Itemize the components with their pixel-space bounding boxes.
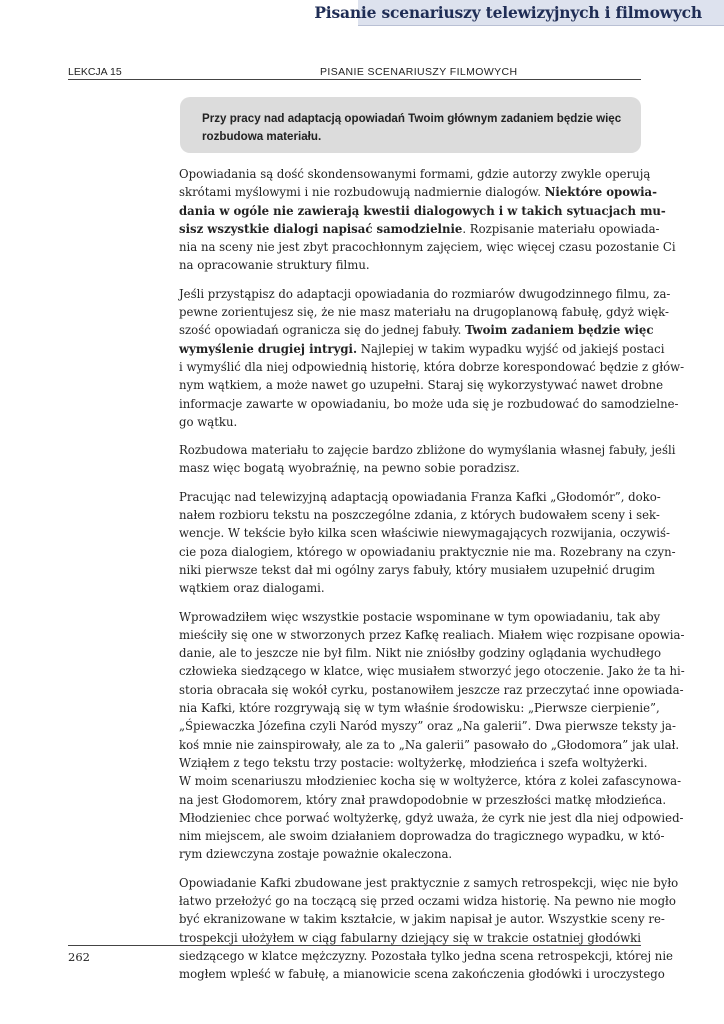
text-run: człowieka siedzącego w klatce, więc musiałem stworzyć jego otoczenie. Jako że ta hi- xyxy=(179,664,685,679)
text-line xyxy=(179,827,665,845)
text-line xyxy=(179,376,663,394)
text-run: nim miejscem, ale swoim działaniem doprowadza do tragicznego wypadku, w któ- xyxy=(179,829,665,844)
text-line xyxy=(179,321,654,339)
text-run: informacje zawarte w opowiadaniu, bo może uda się je rozbudować do samodzielne- xyxy=(179,396,679,411)
text-line xyxy=(179,736,680,754)
text-run: być ekranizowane w takim kształcie, w jakim napisał je autor. Wszystkie sceny re- xyxy=(179,912,665,927)
text-run: storia obracała się wokół cyrku, postanowiłem jeszcze raz przeczytać inne opowiada- xyxy=(179,682,684,697)
text-line xyxy=(179,165,651,183)
text-run: trospekcji ułożyłem w ciąg fabularny dziejący się w trakcie ostatniej głodówki xyxy=(179,930,641,945)
text-line xyxy=(179,506,660,524)
paragraph xyxy=(179,165,676,275)
text-line xyxy=(179,845,641,863)
text-line xyxy=(179,238,676,256)
text-run: siedzącego w klatce mężczyzny. Pozostała tylko jedna scena retrospekcji, której nie xyxy=(179,948,673,963)
text-line xyxy=(179,202,666,220)
text-run: Rozbudowa materiału to zajęcie bardzo zbliżone do wymyślania własnej fabuły, jeśli xyxy=(179,443,676,458)
paragraph xyxy=(179,608,685,864)
section-label: PISANIE SCENARIUSZY FILMOWYCH xyxy=(320,66,518,78)
text-run: „Śpiewaczka Józefina czyli Naród myszy” oraz „Na galerii”. Dwa pierwsze teksty ja- xyxy=(179,719,676,734)
text-run: masz więc bogatą wyobraźnię, na pewno sobie poradzisz. xyxy=(179,461,520,476)
text-run: na opracowanie struktury filmu. xyxy=(179,258,370,273)
text-run: nałem rozbioru tekstu na poszczególne zdania, z których budowałem sceny i sek- xyxy=(179,508,660,523)
text-line xyxy=(179,285,671,303)
text-run: Wziąłem z tego tekstu trzy postacie: woltyżerkę, młodzieńca i szefa woltyżerki. xyxy=(179,755,648,770)
text-run: łatwo przełożyć go na toczącą się przed oczami widza historię. Na pewno nie mogło xyxy=(179,893,676,908)
text-run: mogłem wpleść w fabułę, a mianowicie scena zakończenia głodówki i uroczystego xyxy=(179,967,665,982)
text-run: wencje. W tekście było kilka scen właściwie niewymagających rozwijania, oczywiś- xyxy=(179,526,670,541)
text-run: cie poza dialogiem, którego w opowiadaniu praktycznie nie ma. Rozebrany na czyn- xyxy=(179,544,676,559)
lesson-label: LEKCJA 15 xyxy=(68,66,122,78)
book-title: Pisanie scenariuszy telewizyjnych i filmowych xyxy=(314,3,702,22)
text-line xyxy=(179,358,685,376)
text-line xyxy=(179,183,657,201)
text-run: pewne zorientujesz się, że nie masz materiału na drugoplanową fabułę, gdyż więk- xyxy=(179,305,669,320)
text-run: Jeśli przystąpisz do adaptacji opowiadania do rozmiarów dwugodzinnego filmu, za- xyxy=(179,286,671,301)
paragraph-gap xyxy=(179,598,641,608)
bold-text: dania w ogóle nie zawierają kwestii dialogowych i w takich sytuacjach mu- xyxy=(179,203,666,218)
text-line xyxy=(179,791,667,809)
text-run: skrótami myślowymi i nie rozbudowują nadmiernie dialogów. xyxy=(179,185,545,200)
text-line xyxy=(179,754,648,772)
text-line xyxy=(179,413,641,431)
text-line xyxy=(179,910,665,928)
paragraph-gap xyxy=(179,478,641,488)
bold-text: wymyślenie drugiej intrygi. xyxy=(179,341,358,356)
body-text xyxy=(179,165,685,983)
text-line xyxy=(179,644,662,662)
text-run: danie, ale to jeszcze nie był film. Nikt nie zniósłby godziny oglądania wychudłego xyxy=(179,646,662,661)
text-line xyxy=(179,561,656,579)
text-line xyxy=(179,488,661,506)
text-run: go wątku. xyxy=(179,414,238,429)
text-line xyxy=(179,626,685,644)
paragraph-gap xyxy=(179,864,641,874)
paragraph xyxy=(179,874,679,984)
text-run: mieściły się one w stworzonych przez Kafkę realiach. Miałem więc rozpisane opowia- xyxy=(179,627,685,642)
text-run: koś mnie nie zainspirowały, ale za to „Na galerii” pasowało do „Głodomora” jak ulał. xyxy=(179,737,680,752)
text-run: nia na sceny nie jest zbyt pracochłonnym zajęciem, więc więcej czasu pozostanie Ci xyxy=(179,240,676,255)
text-run: Młodzieniec chce porwać woltyżerkę, gdyż uważa, że cyrk nie jest dla niej odpowied- xyxy=(179,810,684,825)
text-line xyxy=(179,699,660,717)
text-run: i wymyślić dla niej odpowiednią historię, która dobrze korespondować będzie z głów- xyxy=(179,359,685,374)
book-title-banner xyxy=(314,0,724,26)
bold-text: Niektóre opowia- xyxy=(544,185,657,200)
text-run: . Rozpisanie materiału opowiada- xyxy=(462,221,660,236)
text-line xyxy=(179,772,682,790)
text-line xyxy=(179,892,676,910)
text-line xyxy=(179,579,641,597)
text-line xyxy=(179,947,673,965)
text-run: W moim scenariuszu młodzieniec kocha się w woltyżerce, która z kolei zafascynowa- xyxy=(179,774,682,789)
text-line xyxy=(179,874,679,892)
text-line xyxy=(179,543,676,561)
callout-line: Przy pracy nad adaptacją opowiadań Twoim głównym zadaniem będzie więc xyxy=(202,112,622,125)
text-line xyxy=(179,608,661,626)
running-header xyxy=(68,66,641,80)
key-point-callout xyxy=(180,97,641,153)
text-line xyxy=(179,717,676,735)
text-run: Pracując nad telewizyjną adaptacją opowiadania Franza Kafki „Głodomór”, doko- xyxy=(179,489,661,504)
text-run: na jest Głodomorem, który znał prawdopodobnie w przeszłości matkę młodzieńca. xyxy=(179,792,667,807)
text-line xyxy=(179,441,676,459)
text-run: nym wątkiem, a może nawet go uzupełni. Staraj się wykorzystywać nawet drobne xyxy=(179,378,663,393)
callout-line: rozbudowa materiału. xyxy=(202,130,322,143)
text-line xyxy=(179,256,641,274)
bold-text: Twoim zadaniem będzie więc xyxy=(465,323,654,338)
text-line xyxy=(179,395,679,413)
text-line xyxy=(179,220,660,238)
text-line xyxy=(179,340,665,358)
text-line xyxy=(179,662,685,680)
text-line xyxy=(179,524,670,542)
text-line xyxy=(179,681,684,699)
text-run: Opowiadanie Kafki zbudowane jest praktycznie z samych retrospekcji, więc nie było xyxy=(179,875,679,890)
text-run: Wprowadziłem więc wszystkie postacie wspominane w tym opowiadaniu, tak aby xyxy=(179,609,661,624)
text-line xyxy=(179,965,665,983)
paragraph xyxy=(179,285,685,431)
text-line xyxy=(179,303,669,321)
paragraph-gap xyxy=(179,431,641,441)
text-run: Najlepiej w takim wypadku wyjść od jakiejś postaci xyxy=(357,341,665,356)
text-run: Opowiadania są dość skondensowanymi formami, gdzie autorzy zwykle operują xyxy=(179,167,651,181)
footer-rule xyxy=(68,945,641,946)
text-line xyxy=(179,459,641,477)
text-run: szość opowiadań ogranicza się do jednej fabuły. xyxy=(179,323,466,338)
text-run: rym dziewczyna zostaje poważnie okaleczona. xyxy=(179,847,453,862)
text-line xyxy=(179,809,684,827)
paragraph xyxy=(179,441,676,478)
bold-text: sisz wszystkie dialogi napisać samodzielnie xyxy=(179,221,463,236)
text-run: wątkiem oraz dialogami. xyxy=(179,581,325,596)
paragraph-gap xyxy=(179,275,641,285)
text-run: niki pierwsze tekst dał mi ogólny zarys fabuły, który musiałem uzupełnić drugim xyxy=(179,562,656,577)
text-run: nia Kafki, które rozgrywają się w tym właśnie środowisku: „Pierwsze cierpienie”, xyxy=(179,701,660,716)
page-number: 262 xyxy=(68,950,90,964)
paragraph xyxy=(179,488,676,598)
